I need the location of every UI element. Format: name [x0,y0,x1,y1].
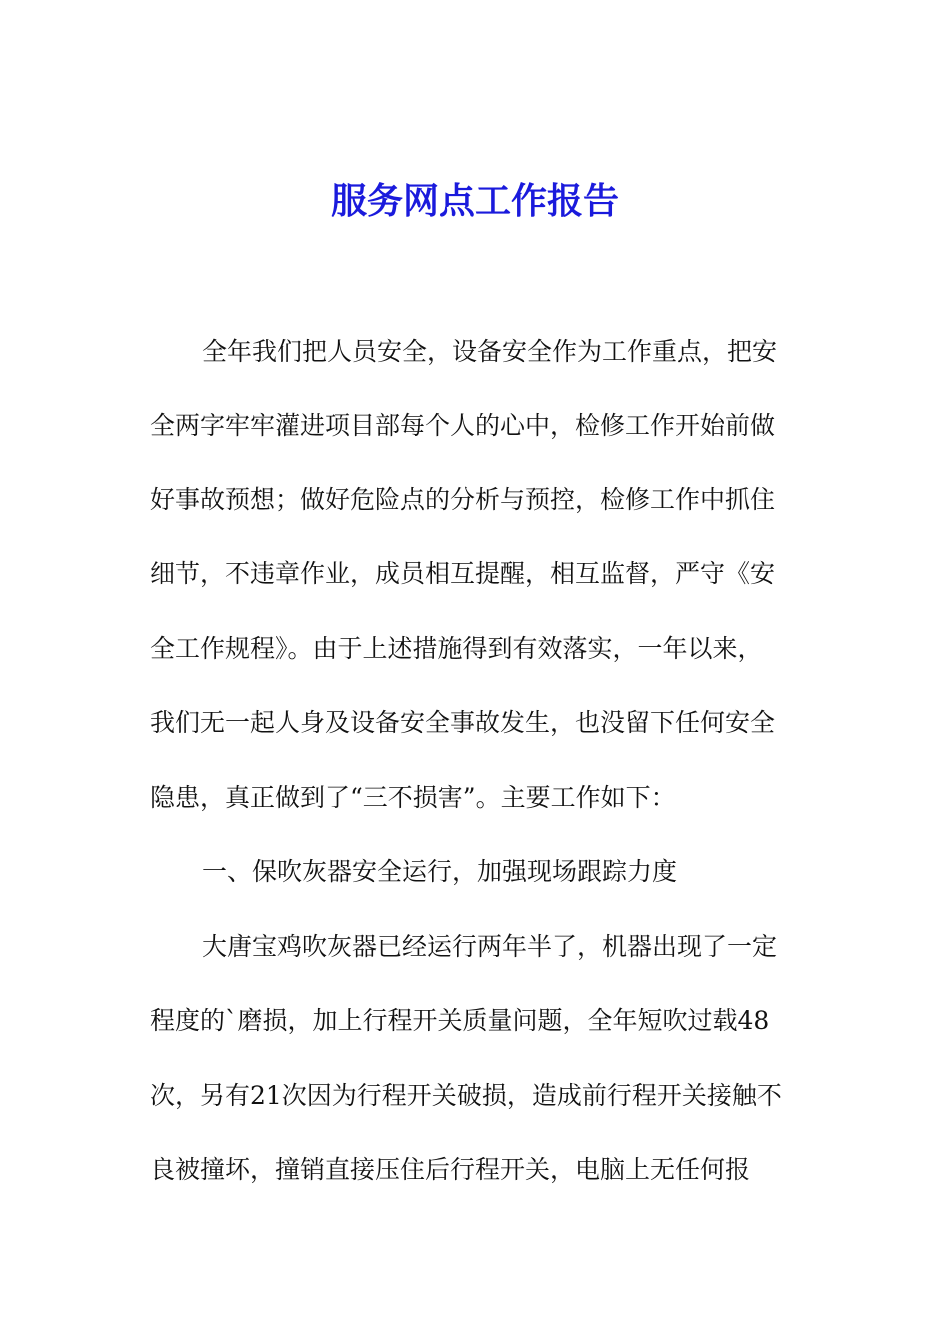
paragraph-line: 隐患，真正做到了“三不损害”。主要工作如下： [150,783,676,812]
paragraph-line: 程度的`磨损，加上行程开关质量问题，全年短吹过载48 [150,1006,770,1035]
paragraph-line: 全年我们把人员安全，设备安全作为工作重点，把安 [202,337,778,366]
paragraph-line: 好事故预想；做好危险点的分析与预控，检修工作中抓住 [150,485,776,514]
section-heading: 一、保吹灰器安全运行，加强现场跟踪力度 [202,857,678,886]
document-title: 服务网点工作报告 [330,181,619,222]
paragraph-line: 全工作规程》。由于上述措施得到有效落实，一年以来， [150,634,763,663]
paragraph-line: 次，另有21次因为行程开关破损，造成前行程开关接触不 [150,1081,782,1110]
paragraph-line: 良被撞坏，撞销直接压住后行程开关，电脑上无任何报 [150,1155,751,1184]
paragraph-line: 大唐宝鸡吹灰器已经运行两年半了，机器出现了一定 [202,932,778,961]
paragraph-line: 我们无一起人身及设备安全事故发生，也没留下任何安全 [150,708,776,737]
paragraph-line: 全两字牢牢灌进项目部每个人的心中，检修工作开始前做 [150,411,776,440]
paragraph-line: 细节，不违章作业，成员相互提醒，相互监督，严守《安 [150,559,776,588]
